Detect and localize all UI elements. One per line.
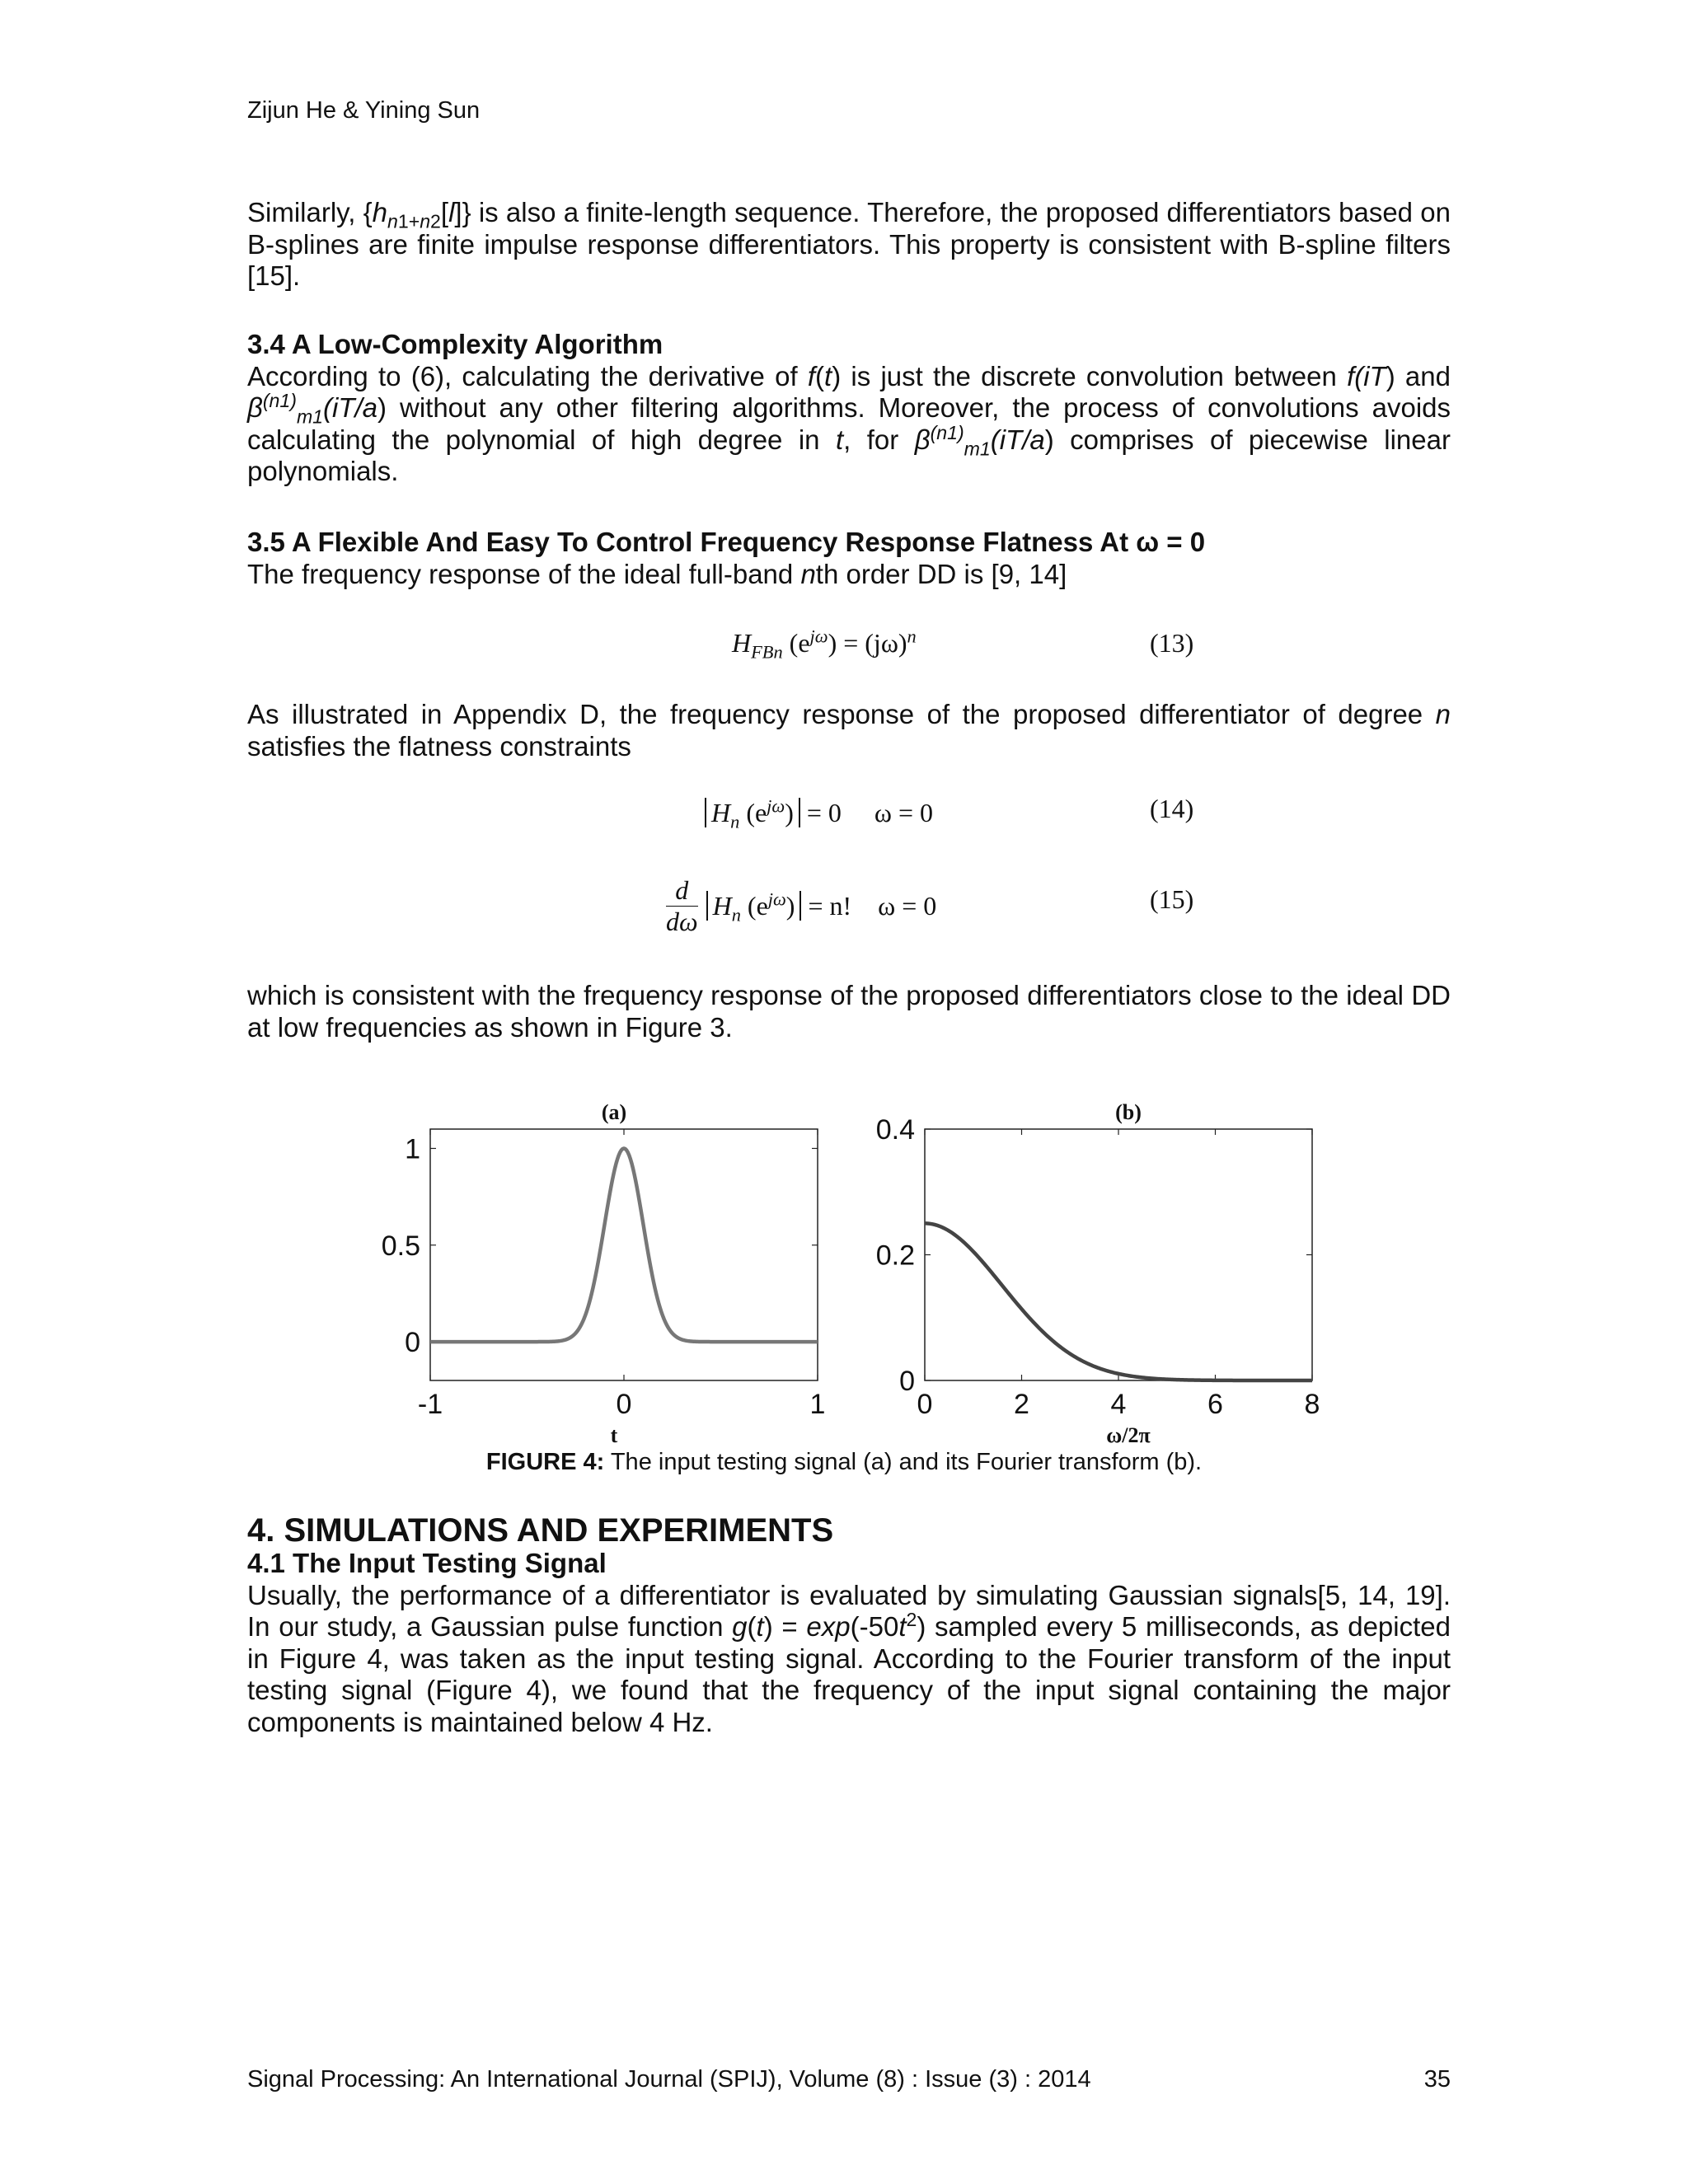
x-tick-label: -1 <box>417 1389 443 1420</box>
footer-page-number: 35 <box>1423 2066 1451 2093</box>
y-tick-label: 0.2 <box>875 1240 915 1272</box>
y-tick-label: 0 <box>899 1366 915 1397</box>
chart-b <box>876 1100 1320 1447</box>
x-tick-label: 1 <box>809 1389 826 1420</box>
equation-15-number: (15) <box>1150 884 1194 914</box>
x-tick-label: 0 <box>616 1389 632 1420</box>
equation-13-number: (13) <box>1150 628 1194 658</box>
plot-frame <box>925 1129 1312 1380</box>
y-tick-label: 0.5 <box>381 1230 420 1262</box>
running-header: Zijun He & Yining Sun <box>247 97 481 124</box>
x-tick-label: 4 <box>1110 1389 1127 1420</box>
section-4-1-heading: 4.1 The Input Testing Signal <box>247 1548 607 1578</box>
panel-label: (a) <box>601 1100 627 1124</box>
x-tick-label: 8 <box>1304 1389 1320 1420</box>
series-line <box>430 1148 818 1342</box>
x-axis-label: ω/2π <box>1106 1423 1151 1447</box>
figure-4-caption: FIGURE 4: The input testing signal (a) and its Fourier transform (b). <box>485 1449 1203 1475</box>
equation-14: $H_n$ $(e^{j\omega}) = 0$ ω = 0 <box>705 798 933 828</box>
section-4-1 <box>247 1548 1451 1738</box>
section-4-1-paragraph: Usually, the performance of a differentiator is evaluated by simulating Gaussian signals[5, 14, 19]. In our study, a Gaussian pulse function $g(t) = \exp(-50t^2)$ sampled every 5 milliseconds, as depicted in Figure 4, was taken as the input testing signal. According to the Fourier transform of the input testing signal (Figure 4), we found that the frequency of the input signal containing the major components is maintained below 4 Hz. <box>247 1579 1451 1737</box>
section-3-5-heading: 3.5 A Flexible And Easy To Control Frequency Response Flatness At ω = 0 <box>247 527 1206 557</box>
section-4-heading: 4. SIMULATIONS AND EXPERIMENTS <box>247 1512 834 1549</box>
footer-journal: Signal Processing: An International Journal (SPIJ), Volume (8) : Issue (3) : 2014 <box>247 2066 1091 2093</box>
y-tick-label: 0 <box>405 1327 420 1359</box>
y-tick-label: 1 <box>405 1133 420 1165</box>
equation-15: $\frac{d}{d\omega}$ $H_n$ $(e^{j\omega}) = n$! ω = 0 <box>666 875 937 936</box>
equation-14-number: (14) <box>1150 794 1194 823</box>
equation-13: $H_{FBn}$ $(e^{j\omega}) = (j\omega)^n$ <box>732 626 917 663</box>
y-tick-label: 0.4 <box>875 1114 915 1146</box>
section-3-4-paragraph: According to (6), calculating the derivative of f(t) is just the discrete convolution between f(iT) and $\beta^{(n1)}_{m1}(iT/a)$ without any other filtering algorithms. Moreover, the process of convolutions avoids calculating the polynomial of high degree in t, for $\beta^{(n1)}_{m1}(iT/a)$ comprises of piecewise linear polynomials. <box>247 360 1451 486</box>
x-tick-label: 6 <box>1207 1389 1223 1420</box>
section-3-5-flatness-paragraph: As illustrated in Appendix D, the frequency response of the proposed differentiator of degree n satisfies the flatness constraints <box>247 699 1451 762</box>
x-tick-label: 2 <box>1014 1389 1029 1420</box>
section-3-5-intro: The frequency response of the ideal full-band nth order DD is [9, 14] <box>247 558 1067 589</box>
intro-paragraph: Similarly, $\{h_{n1+n2}[l]\}$ is also a finite-length sequence. Therefore, the proposed differentiators based on B-splines are finite impulse response differentiators. This property is consistent with B-spline filters [15]. <box>247 197 1451 291</box>
x-axis-label: t <box>610 1423 618 1447</box>
section-3-4-heading: 3.4 A Low-Complexity Algorithm <box>247 329 663 359</box>
chart-a <box>382 1100 826 1447</box>
series-line <box>925 1223 1312 1380</box>
panel-label: (b) <box>1115 1100 1142 1124</box>
section-3-5-closing-paragraph: which is consistent with the frequency response of the proposed differentiators close to the ideal DD at low frequencies as shown in Figure 3. <box>247 980 1451 1043</box>
x-tick-label: 0 <box>917 1389 933 1420</box>
